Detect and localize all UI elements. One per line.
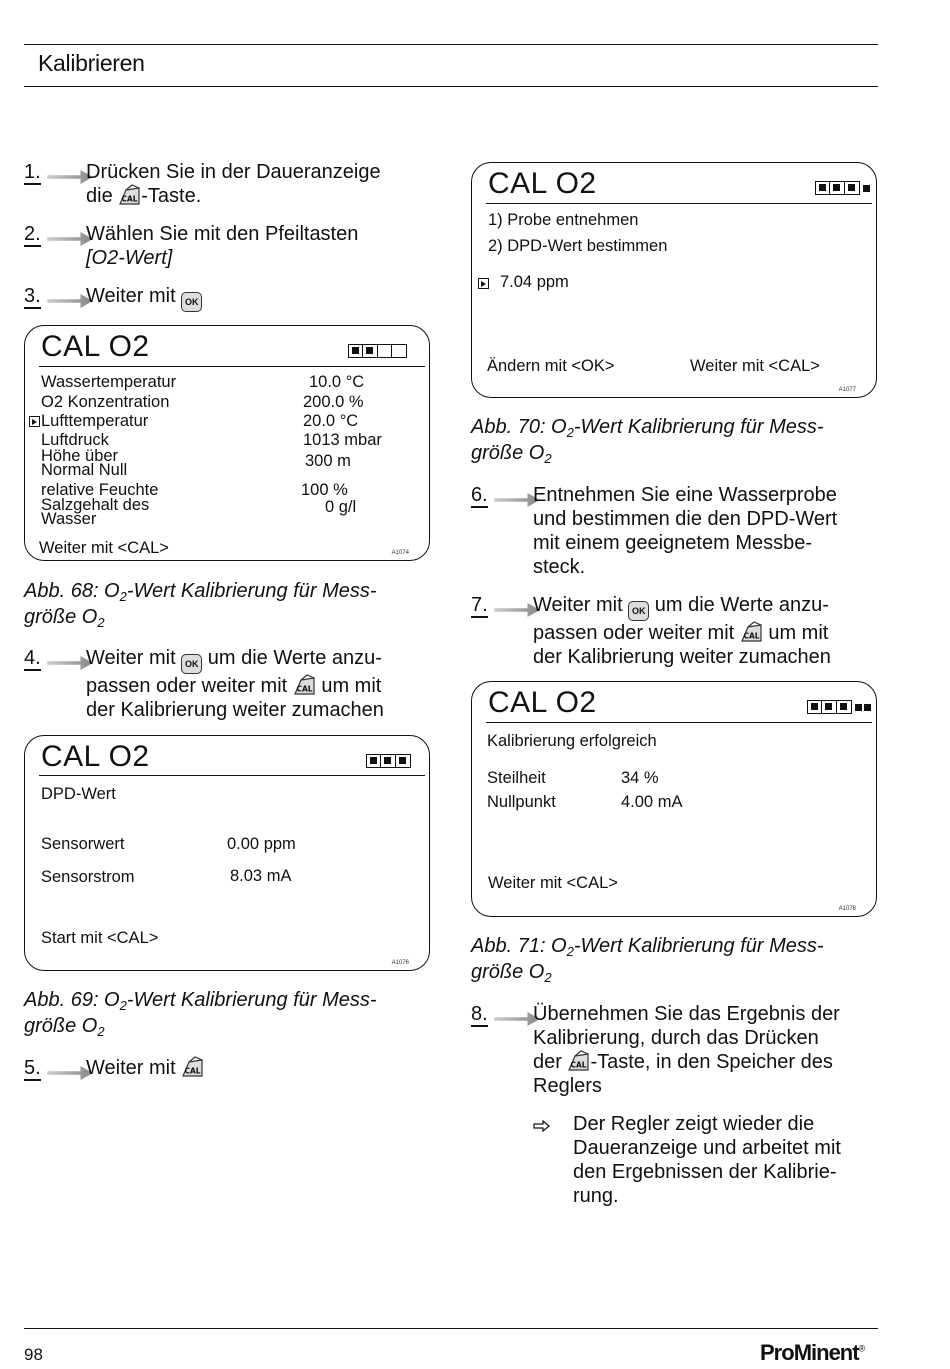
lcd-separator <box>39 366 425 367</box>
lcd-row-value: 1013 mbar <box>303 431 382 449</box>
progress-step-open <box>391 344 407 358</box>
progress-step-done <box>395 754 411 768</box>
lcd-row-value: 8.03 mA <box>230 867 292 885</box>
caption-sub: 2 <box>544 451 552 466</box>
step-3 <box>24 284 444 310</box>
step-number: 2. <box>24 223 41 245</box>
caption-text: größe O <box>24 1015 98 1037</box>
result-text: rung. <box>573 1185 619 1207</box>
step-number: 5. <box>24 1057 41 1079</box>
step-text: passen oder weiter mit <box>86 675 293 697</box>
progress-step-active <box>855 704 862 711</box>
caption-text: -Wert Kalibrierung für Mess- <box>573 416 824 438</box>
caption-sub: 2 <box>97 615 105 630</box>
step-text: Kalibrierung, durch das Drücken <box>533 1027 819 1049</box>
page-title: Kalibrieren <box>38 50 145 76</box>
step-text: Wählen Sie mit den Pfeiltasten <box>86 223 359 245</box>
lcd-row-label: Wassertemperatur <box>41 373 177 391</box>
step-6 <box>471 483 891 581</box>
progress-step-active <box>863 185 870 192</box>
step-text: Drücken Sie in der Daueranzeige <box>86 161 381 183</box>
progress-indicator <box>816 181 870 195</box>
lcd-line: 2) DPD-Wert bestimmen <box>488 237 668 255</box>
step-text: der Kalibrierung weiter zumachen <box>533 646 831 668</box>
step-text: passen oder weiter mit <box>533 622 740 644</box>
lcd-value: 7.04 ppm <box>500 273 569 291</box>
ok-key-icon: OK <box>181 292 202 312</box>
step-text-param: [O2-Wert] <box>86 247 173 269</box>
step-2 <box>24 222 444 272</box>
lcd-subtitle: Kalibrierung erfolgreich <box>487 732 657 750</box>
step-text: Entnehmen Sie eine Wasserprobe <box>533 484 837 506</box>
progress-indicator <box>808 700 871 714</box>
cal-key-icon <box>181 1056 204 1078</box>
lcd-footer-left: Ändern mit <OK> <box>487 357 615 375</box>
step-text: der <box>533 1051 568 1073</box>
step-text: um mit <box>762 622 829 644</box>
lcd-footer: Weiter mit <CAL> <box>39 539 169 557</box>
step-text: um die Werte anzu- <box>649 594 829 616</box>
lcd-footer: Weiter mit <CAL> <box>488 874 618 892</box>
result-arrow-icon <box>533 1120 551 1132</box>
prominent-logo <box>760 1340 865 1366</box>
caption-sub: 2 <box>566 944 574 959</box>
footer-rule <box>24 1328 878 1329</box>
lcd-row-label: Steilheit <box>487 769 546 787</box>
header-rule-bottom <box>24 86 878 87</box>
lcd-row-label: Sensorwert <box>41 835 125 853</box>
figure-code: A1077 <box>838 387 856 393</box>
lcd-row-value: 200.0 % <box>303 393 364 411</box>
ok-key-icon: OK <box>181 654 202 674</box>
lcd-row-label: Lufttemperatur <box>41 412 149 430</box>
lcd-title: CAL O2 <box>41 330 150 363</box>
step-text: steck. <box>533 556 586 578</box>
lcd-footer-right: Weiter mit <CAL> <box>690 357 820 375</box>
cal-key-icon <box>567 1050 590 1072</box>
caption-text: -Wert Kalibrierung für Mess- <box>126 989 377 1011</box>
step-text: die <box>86 185 119 207</box>
lcd-title: CAL O2 <box>41 740 150 773</box>
step-text: Weiter mit <box>533 594 629 616</box>
figure-code: A1074 <box>391 550 409 556</box>
step-number: 6. <box>471 484 488 506</box>
caption-sub: 2 <box>97 1024 105 1039</box>
step-text: Übernehmen Sie das Ergebnis der <box>533 1003 840 1025</box>
pointer-icon <box>478 278 489 289</box>
lcd-display-abb68 <box>24 325 430 561</box>
lcd-row-label: O2 Konzentration <box>41 393 170 411</box>
lcd-row-value: 300 m <box>305 452 351 470</box>
caption-sub: 2 <box>119 589 127 604</box>
caption-text: größe O <box>471 442 545 464</box>
progress-step-done <box>844 181 860 195</box>
step-1 <box>24 160 444 210</box>
progress-indicator <box>349 344 407 358</box>
lcd-display-abb69 <box>24 735 430 971</box>
ok-key-icon: OK <box>628 601 649 621</box>
cal-key-icon <box>118 184 141 206</box>
progress-step-active <box>864 704 871 711</box>
lcd-row-value: 34 % <box>621 769 659 787</box>
lcd-title: CAL O2 <box>488 167 597 200</box>
step-7 <box>471 593 891 667</box>
figure-caption-68 <box>24 578 377 630</box>
header-rule-top <box>24 44 878 45</box>
lcd-row-label: Normal Null <box>41 461 128 479</box>
lcd-title: CAL O2 <box>488 686 597 719</box>
caption-text: -Wert Kalibrierung für Mess- <box>126 580 377 602</box>
logo-text: Minent <box>793 1340 859 1365</box>
lcd-row-label: Sensorstrom <box>41 868 135 886</box>
lcd-row-label: Höhe über <box>41 447 119 465</box>
step-text: Reglers <box>533 1075 602 1097</box>
caption-text: Abb. 70: O <box>471 416 567 438</box>
result-text: Der Regler zeigt wieder die <box>573 1113 815 1135</box>
lcd-separator <box>39 775 425 776</box>
caption-text: Abb. 68: O <box>24 580 120 602</box>
step-text: Weiter mit <box>86 647 182 669</box>
lcd-separator <box>486 203 872 204</box>
lcd-row-label: relative Feuchte <box>41 481 159 499</box>
figure-code: A1078 <box>838 906 856 912</box>
step-text: Weiter mit <box>86 1057 182 1079</box>
step-number: 7. <box>471 594 488 616</box>
caption-sub: 2 <box>566 425 574 440</box>
lcd-row-value: 0.00 ppm <box>227 835 296 853</box>
lcd-row-value: 0 g/l <box>325 498 357 516</box>
step-result <box>533 1112 893 1210</box>
caption-text: Abb. 71: O <box>471 935 567 957</box>
progress-indicator <box>367 754 411 768</box>
caption-sub: 2 <box>119 998 127 1013</box>
result-text: den Ergebnissen der Kalibrie- <box>573 1161 837 1183</box>
cal-key-icon <box>293 674 316 696</box>
caption-text: größe O <box>471 961 545 983</box>
caption-sub: 2 <box>544 970 552 985</box>
cal-key-icon <box>740 621 763 643</box>
logo-text: Pro <box>760 1340 794 1365</box>
step-8 <box>471 1002 891 1100</box>
step-number: 4. <box>24 647 41 669</box>
step-text: und bestimmen die den DPD-Wert <box>533 508 838 530</box>
caption-text: Abb. 69: O <box>24 989 120 1011</box>
caption-text: größe O <box>24 606 98 628</box>
lcd-row-label: Luftdruck <box>41 431 109 449</box>
step-text: -Taste, in den Speicher des <box>590 1051 833 1073</box>
lcd-row-value: 4.00 mA <box>621 793 683 811</box>
lcd-row-value: 10.0 °C <box>309 373 365 391</box>
progress-step-done <box>836 700 852 714</box>
step-text: -Taste. <box>141 185 202 207</box>
figure-caption-69 <box>24 987 377 1039</box>
step-number: 1. <box>24 161 41 183</box>
lcd-separator <box>486 722 872 723</box>
logo-registered: ® <box>858 1343 866 1354</box>
lcd-display-abb71 <box>471 681 877 917</box>
page-number: 98 <box>24 1345 43 1364</box>
lcd-display-abb70 <box>471 162 877 398</box>
step-text: mit einem geeignetem Messbe- <box>533 532 813 554</box>
lcd-row-label: Nullpunkt <box>487 793 556 811</box>
step-4 <box>24 646 444 720</box>
step-text: der Kalibrierung weiter zumachen <box>86 699 384 721</box>
pointer-icon <box>29 416 40 427</box>
step-text: Weiter mit <box>86 285 182 307</box>
lcd-row-label: Salzgehalt des <box>41 496 150 514</box>
step-number: 8. <box>471 1003 488 1025</box>
step-number: 3. <box>24 285 41 307</box>
lcd-row-label: Wasser <box>41 510 97 528</box>
step-5 <box>24 1056 444 1082</box>
result-text: Daueranzeige und arbeitet mit <box>573 1137 841 1159</box>
step-text: um die Werte anzu- <box>202 647 382 669</box>
lcd-footer: Start mit <CAL> <box>41 929 159 947</box>
lcd-row-value: 100 % <box>301 481 348 499</box>
lcd-subtitle: DPD-Wert <box>41 785 116 803</box>
step-text: um mit <box>315 675 382 697</box>
figure-caption-71 <box>471 933 824 985</box>
lcd-line: 1) Probe entnehmen <box>488 211 639 229</box>
lcd-row-value: 20.0 °C <box>303 412 359 430</box>
figure-code: A1076 <box>391 960 409 966</box>
caption-text: -Wert Kalibrierung für Mess- <box>573 935 824 957</box>
figure-caption-70 <box>471 414 824 466</box>
